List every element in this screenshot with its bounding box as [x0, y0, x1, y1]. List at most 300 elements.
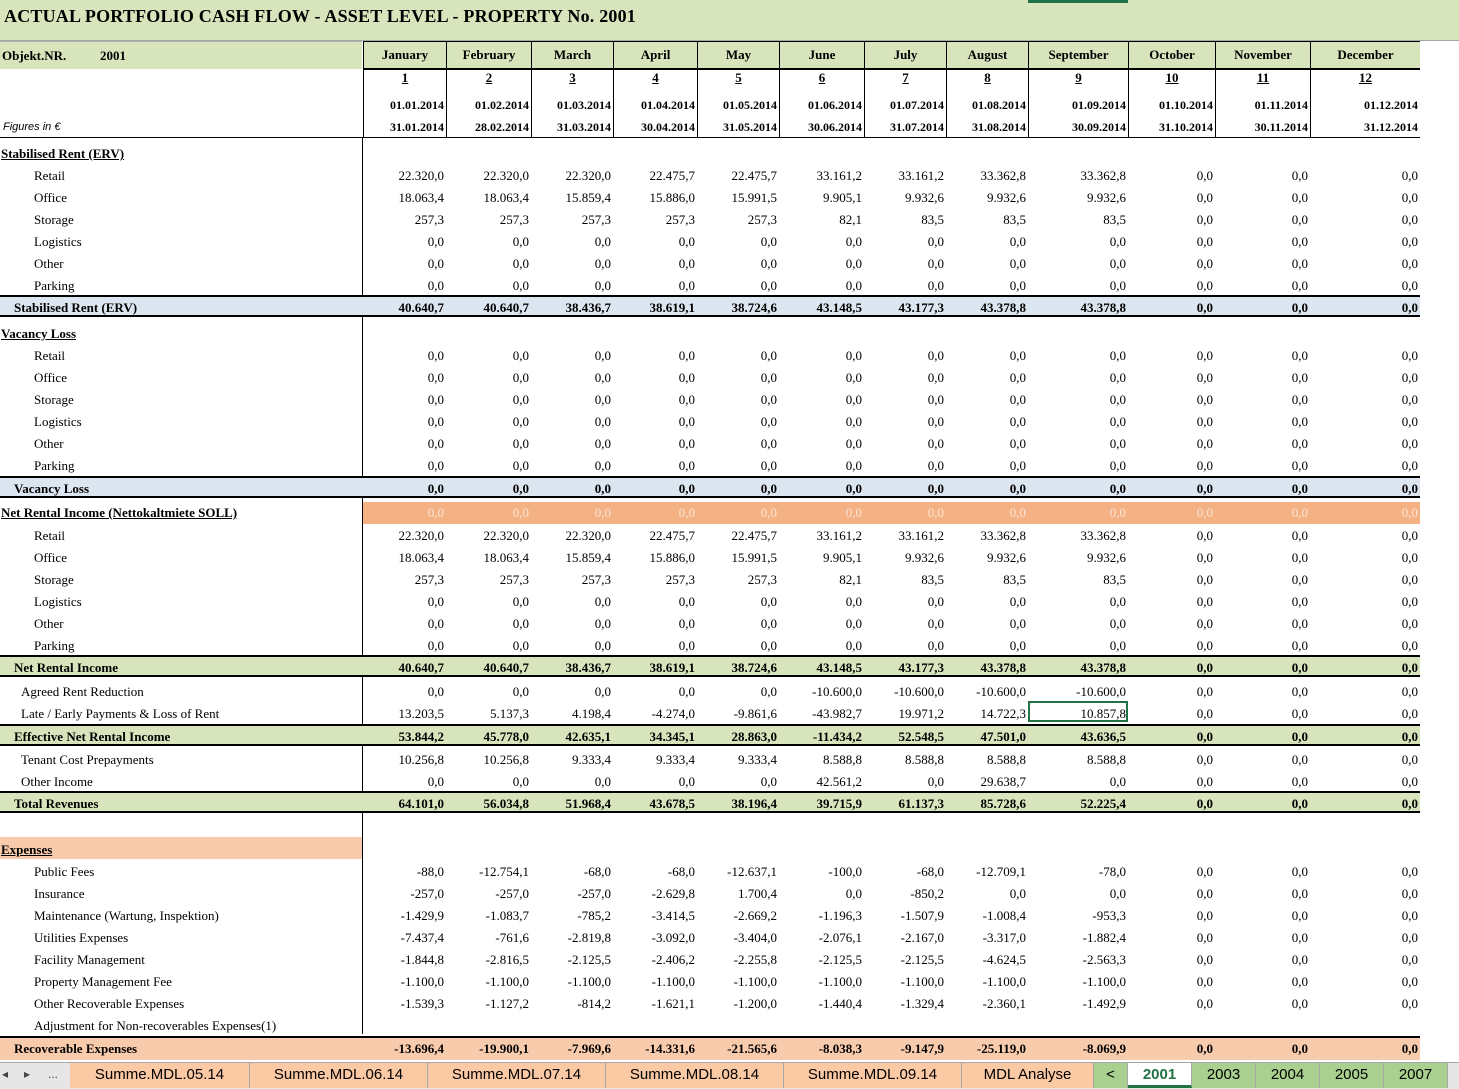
value-cell[interactable]: 0,0 — [760, 616, 777, 631]
value-cell[interactable]: 0,0 — [1291, 550, 1308, 565]
value-cell[interactable]: -2.167,0 — [900, 930, 944, 945]
value-cell[interactable]: 0,0 — [760, 278, 777, 293]
value-cell[interactable]: -850,2 — [910, 886, 944, 901]
value-cell[interactable]: 0,0 — [1401, 212, 1418, 227]
value-cell[interactable]: 56.034,8 — [483, 796, 529, 811]
value-cell[interactable]: 0,0 — [512, 348, 529, 363]
value-cell[interactable]: -88,0 — [416, 864, 444, 879]
value-cell[interactable]: 0,0 — [1196, 256, 1213, 271]
value-cell[interactable]: 0,0 — [1291, 300, 1308, 315]
value-cell[interactable]: -1.539,3 — [400, 996, 444, 1011]
value-cell[interactable]: 0,0 — [594, 594, 611, 609]
value-cell[interactable]: 0,0 — [1291, 774, 1308, 789]
value-cell[interactable]: 0,0 — [427, 481, 444, 496]
value-cell[interactable]: 0,0 — [512, 256, 529, 271]
value-cell[interactable]: 0,0 — [1009, 594, 1026, 609]
value-cell[interactable]: 0,0 — [1291, 660, 1308, 675]
value-cell[interactable]: 0,0 — [1196, 528, 1213, 543]
row-label[interactable]: Other Recoverable Expenses — [34, 996, 185, 1011]
row-label[interactable]: Total Revenues — [14, 796, 99, 811]
row-label[interactable]: Utilities Expenses — [34, 930, 129, 945]
row-label[interactable]: Storage — [34, 572, 74, 587]
value-cell[interactable]: -1.196,3 — [818, 908, 862, 923]
value-cell[interactable]: 0,0 — [1291, 864, 1308, 879]
value-cell[interactable]: 43.148,5 — [816, 300, 862, 315]
value-cell[interactable]: 0,0 — [1401, 278, 1418, 293]
value-cell[interactable]: -1.440,4 — [818, 996, 862, 1011]
value-cell[interactable]: 0,0 — [427, 256, 444, 271]
value-cell[interactable]: 0,0 — [427, 370, 444, 385]
value-cell[interactable]: 83,5 — [921, 572, 944, 587]
row-label[interactable]: Vacancy Loss — [14, 481, 90, 496]
value-cell[interactable]: 40.640,7 — [483, 660, 529, 675]
value-cell[interactable]: 0,0 — [427, 392, 444, 407]
value-cell[interactable]: 0,0 — [1196, 1041, 1213, 1056]
value-cell[interactable]: 0,0 — [1401, 974, 1418, 989]
value-cell[interactable]: 0,0 — [1401, 729, 1418, 744]
value-cell[interactable]: 22.475,7 — [649, 528, 695, 543]
row-label[interactable]: Parking — [34, 458, 75, 473]
value-cell[interactable]: 40.640,7 — [398, 660, 444, 675]
value-cell[interactable]: 38.436,7 — [565, 660, 611, 675]
row-label[interactable]: Maintenance (Wartung, Inspektion) — [34, 908, 219, 923]
value-cell[interactable]: 0,0 — [927, 481, 944, 496]
value-cell[interactable]: 9.932,6 — [905, 550, 944, 565]
value-cell[interactable]: 38.436,7 — [565, 300, 611, 315]
value-cell[interactable]: 257,3 — [581, 572, 611, 587]
row-label[interactable]: Net Rental Income (Nettokaltmiete SOLL) — [1, 505, 238, 520]
value-cell[interactable]: 39.715,9 — [816, 796, 862, 811]
value-cell[interactable]: -68,0 — [667, 864, 695, 879]
value-cell[interactable]: 83,5 — [1103, 212, 1126, 227]
value-cell[interactable]: -12.637,1 — [727, 864, 777, 879]
value-cell[interactable]: 0,0 — [1196, 952, 1213, 967]
value-cell[interactable]: 52.548,5 — [898, 729, 944, 744]
value-cell[interactable]: 0,0 — [760, 436, 777, 451]
value-cell[interactable]: 0,0 — [1196, 481, 1213, 496]
value-cell[interactable]: -10.600,0 — [812, 684, 862, 699]
value-cell[interactable]: 0,0 — [594, 348, 611, 363]
row-label[interactable]: Public Fees — [34, 864, 95, 879]
value-cell[interactable]: 257,3 — [665, 212, 695, 227]
value-cell[interactable]: 0,0 — [427, 414, 444, 429]
value-cell[interactable]: 0,0 — [1009, 616, 1026, 631]
value-cell[interactable]: -68,0 — [583, 864, 611, 879]
value-cell[interactable]: 0,0 — [1401, 414, 1418, 429]
value-cell[interactable]: 34.345,1 — [649, 729, 695, 744]
row-label[interactable]: Office — [34, 370, 67, 385]
value-cell[interactable]: 0,0 — [1196, 300, 1213, 315]
value-cell[interactable]: 0,0 — [1401, 752, 1418, 767]
tab-more-button[interactable]: ... — [48, 1067, 59, 1081]
value-cell[interactable]: 0,0 — [1401, 864, 1418, 879]
value-cell[interactable]: -78,0 — [1098, 864, 1126, 879]
value-cell[interactable]: 0,0 — [1196, 930, 1213, 945]
value-cell[interactable]: 0,0 — [1401, 952, 1418, 967]
value-cell[interactable]: 83,5 — [1003, 212, 1026, 227]
value-cell[interactable]: 40.640,7 — [483, 300, 529, 315]
value-cell[interactable]: -8.069,9 — [1082, 1041, 1126, 1056]
value-cell[interactable]: 5.137,3 — [490, 706, 529, 721]
row-label[interactable]: Other — [34, 616, 64, 631]
value-cell[interactable]: -1.100,0 — [733, 974, 777, 989]
value-cell[interactable]: 0,0 — [1291, 458, 1308, 473]
value-cell[interactable]: -2.125,5 — [900, 952, 944, 967]
value-cell[interactable]: 0,0 — [512, 616, 529, 631]
sheet-tab[interactable]: 2007 — [1384, 1063, 1448, 1088]
value-cell[interactable]: 0,0 — [512, 234, 529, 249]
value-cell[interactable]: 19.971,2 — [898, 706, 944, 721]
value-cell[interactable]: 0,0 — [512, 774, 529, 789]
value-cell[interactable]: -25.119,0 — [976, 1041, 1026, 1056]
value-cell[interactable]: -761,6 — [495, 930, 529, 945]
value-cell[interactable]: 0,0 — [594, 684, 611, 699]
value-cell[interactable]: 83,5 — [921, 212, 944, 227]
value-cell[interactable]: -3.092,0 — [651, 930, 695, 945]
value-cell[interactable]: 0,0 — [427, 684, 444, 699]
value-cell[interactable]: 0,0 — [1401, 572, 1418, 587]
value-cell[interactable]: 0,0 — [927, 594, 944, 609]
sheet-tab[interactable]: Summe.MDL.05.14 — [70, 1063, 250, 1088]
value-cell[interactable]: 29.638,7 — [980, 774, 1026, 789]
value-cell[interactable]: 15.859,4 — [565, 550, 611, 565]
value-cell[interactable]: 0,0 — [1109, 638, 1126, 653]
value-cell[interactable]: 0,0 — [594, 278, 611, 293]
value-cell[interactable]: -1.100,0 — [982, 974, 1026, 989]
value-cell[interactable]: 9.333,4 — [572, 752, 611, 767]
value-cell[interactable]: 22.475,7 — [649, 168, 695, 183]
value-cell[interactable]: 0,0 — [678, 414, 695, 429]
value-cell[interactable]: 257,3 — [499, 572, 529, 587]
sheet-tab[interactable]: Summe.MDL.07.14 — [428, 1063, 606, 1088]
value-cell[interactable]: 0,0 — [427, 638, 444, 653]
value-cell[interactable]: -1.100,0 — [1082, 974, 1126, 989]
row-label[interactable]: Storage — [34, 392, 74, 407]
value-cell[interactable]: -43.982,7 — [812, 706, 862, 721]
value-cell[interactable]: 0,0 — [594, 616, 611, 631]
value-cell[interactable]: 0,0 — [845, 414, 862, 429]
value-cell[interactable]: 38.724,6 — [731, 660, 777, 675]
value-cell[interactable]: -1.083,7 — [485, 908, 529, 923]
value-cell[interactable]: 257,3 — [414, 572, 444, 587]
value-cell[interactable]: -2.125,5 — [567, 952, 611, 967]
value-cell[interactable]: 0,0 — [1291, 572, 1308, 587]
value-cell[interactable]: 42.561,2 — [816, 774, 862, 789]
value-cell[interactable]: 0,0 — [760, 505, 777, 520]
value-cell[interactable]: 0,0 — [760, 348, 777, 363]
value-cell[interactable]: 0,0 — [1401, 370, 1418, 385]
value-cell[interactable]: -1.100,0 — [651, 974, 695, 989]
value-cell[interactable]: 0,0 — [1109, 256, 1126, 271]
value-cell[interactable]: 0,0 — [1009, 436, 1026, 451]
value-cell[interactable]: 0,0 — [1291, 796, 1308, 811]
value-cell[interactable]: 0,0 — [594, 505, 611, 520]
value-cell[interactable]: 0,0 — [1291, 908, 1308, 923]
value-cell[interactable]: 38.619,1 — [649, 300, 695, 315]
value-cell[interactable]: -1.100,0 — [400, 974, 444, 989]
value-cell[interactable]: 43.678,5 — [649, 796, 695, 811]
value-cell[interactable]: 33.161,2 — [898, 528, 944, 543]
value-cell[interactable]: 0,0 — [1196, 550, 1213, 565]
value-cell[interactable]: 0,0 — [1196, 572, 1213, 587]
value-cell[interactable]: 0,0 — [845, 481, 862, 496]
value-cell[interactable]: 0,0 — [927, 234, 944, 249]
value-cell[interactable]: 0,0 — [427, 458, 444, 473]
value-cell[interactable]: 0,0 — [1291, 234, 1308, 249]
value-cell[interactable]: 0,0 — [1109, 616, 1126, 631]
value-cell[interactable]: 0,0 — [1401, 190, 1418, 205]
value-cell[interactable]: 0,0 — [1291, 594, 1308, 609]
value-cell[interactable]: -68,0 — [916, 864, 944, 879]
value-cell[interactable]: -814,2 — [577, 996, 611, 1011]
row-label[interactable]: Agreed Rent Reduction — [21, 684, 144, 699]
value-cell[interactable]: 0,0 — [594, 414, 611, 429]
row-label[interactable]: Insurance — [34, 886, 85, 901]
value-cell[interactable]: 10.857,8 — [1080, 706, 1126, 721]
value-cell[interactable]: 0,0 — [594, 774, 611, 789]
value-cell[interactable]: -10.600,0 — [976, 684, 1026, 699]
value-cell[interactable]: -4.624,5 — [982, 952, 1026, 967]
value-cell[interactable]: -1.127,2 — [485, 996, 529, 1011]
value-cell[interactable]: -14.331,6 — [645, 1041, 695, 1056]
value-cell[interactable]: 0,0 — [1401, 234, 1418, 249]
value-cell[interactable]: 0,0 — [1196, 886, 1213, 901]
value-cell[interactable]: 0,0 — [1291, 190, 1308, 205]
value-cell[interactable]: -1.100,0 — [900, 974, 944, 989]
value-cell[interactable]: 0,0 — [1196, 729, 1213, 744]
value-cell[interactable]: 22.320,0 — [565, 168, 611, 183]
value-cell[interactable]: -2.629,8 — [651, 886, 695, 901]
value-cell[interactable]: 33.161,2 — [898, 168, 944, 183]
value-cell[interactable]: -2.406,2 — [651, 952, 695, 967]
value-cell[interactable]: -3.317,0 — [982, 930, 1026, 945]
value-cell[interactable]: 0,0 — [1401, 684, 1418, 699]
value-cell[interactable]: 0,0 — [1401, 1041, 1418, 1056]
value-cell[interactable]: 0,0 — [1109, 436, 1126, 451]
value-cell[interactable]: 40.640,7 — [398, 300, 444, 315]
value-cell[interactable]: -1.492,9 — [1082, 996, 1126, 1011]
value-cell[interactable]: 43.148,5 — [816, 660, 862, 675]
value-cell[interactable]: 9.333,4 — [738, 752, 777, 767]
value-cell[interactable]: 0,0 — [427, 348, 444, 363]
value-cell[interactable]: 0,0 — [1401, 996, 1418, 1011]
value-cell[interactable]: -1.621,1 — [651, 996, 695, 1011]
value-cell[interactable]: 0,0 — [678, 436, 695, 451]
value-cell[interactable]: 0,0 — [1401, 168, 1418, 183]
value-cell[interactable]: 53.844,2 — [398, 729, 444, 744]
value-cell[interactable]: 257,3 — [747, 572, 777, 587]
value-cell[interactable]: 0,0 — [1109, 458, 1126, 473]
value-cell[interactable]: 0,0 — [760, 370, 777, 385]
value-cell[interactable]: 9.932,6 — [987, 190, 1026, 205]
value-cell[interactable]: 0,0 — [1009, 458, 1026, 473]
value-cell[interactable]: 0,0 — [1009, 505, 1026, 520]
value-cell[interactable]: 52.225,4 — [1080, 796, 1126, 811]
value-cell[interactable]: 0,0 — [927, 278, 944, 293]
value-cell[interactable]: 0,0 — [760, 638, 777, 653]
value-cell[interactable]: -2.255,8 — [733, 952, 777, 967]
value-cell[interactable]: 0,0 — [512, 505, 529, 520]
value-cell[interactable]: 0,0 — [427, 436, 444, 451]
value-cell[interactable]: 43.636,5 — [1080, 729, 1126, 744]
value-cell[interactable]: 22.320,0 — [483, 168, 529, 183]
value-cell[interactable]: 33.362,8 — [980, 168, 1026, 183]
value-cell[interactable]: 0,0 — [927, 458, 944, 473]
value-cell[interactable]: 82,1 — [839, 212, 862, 227]
value-cell[interactable]: -12.754,1 — [479, 864, 529, 879]
value-cell[interactable]: 0,0 — [678, 594, 695, 609]
value-cell[interactable]: 9.932,6 — [987, 550, 1026, 565]
value-cell[interactable]: 257,3 — [747, 212, 777, 227]
value-cell[interactable]: 47.501,0 — [980, 729, 1026, 744]
value-cell[interactable]: -257,0 — [495, 886, 529, 901]
value-cell[interactable]: 0,0 — [1109, 278, 1126, 293]
value-cell[interactable]: 8.588,8 — [987, 752, 1026, 767]
value-cell[interactable]: -1.008,4 — [982, 908, 1026, 923]
tab-scroll-left-button[interactable]: ◂ — [2, 1067, 9, 1081]
value-cell[interactable]: -3.404,0 — [733, 930, 777, 945]
value-cell[interactable]: 38.619,1 — [649, 660, 695, 675]
sheet-tab[interactable]: < — [1094, 1063, 1128, 1088]
value-cell[interactable]: -1.429,9 — [400, 908, 444, 923]
value-cell[interactable]: 0,0 — [845, 278, 862, 293]
value-cell[interactable]: 43.177,3 — [898, 660, 944, 675]
value-cell[interactable]: 4.198,4 — [572, 706, 611, 721]
value-cell[interactable]: 0,0 — [1009, 392, 1026, 407]
value-cell[interactable]: 0,0 — [1291, 436, 1308, 451]
row-label[interactable]: Other — [34, 256, 64, 271]
value-cell[interactable]: -10.600,0 — [894, 684, 944, 699]
value-cell[interactable]: 0,0 — [1009, 234, 1026, 249]
value-cell[interactable]: 22.320,0 — [398, 168, 444, 183]
value-cell[interactable]: 0,0 — [1401, 392, 1418, 407]
row-label[interactable]: Net Rental Income — [14, 660, 118, 675]
value-cell[interactable]: 0,0 — [1196, 370, 1213, 385]
value-cell[interactable]: 0,0 — [1291, 886, 1308, 901]
value-cell[interactable]: 0,0 — [512, 278, 529, 293]
value-cell[interactable]: 0,0 — [594, 458, 611, 473]
value-cell[interactable]: 0,0 — [1009, 278, 1026, 293]
value-cell[interactable]: 257,3 — [581, 212, 611, 227]
value-cell[interactable]: 0,0 — [678, 481, 695, 496]
value-cell[interactable]: -1.507,9 — [900, 908, 944, 923]
value-cell[interactable]: 83,5 — [1003, 572, 1026, 587]
value-cell[interactable]: -2.360,1 — [982, 996, 1026, 1011]
value-cell[interactable]: 10.256,8 — [483, 752, 529, 767]
value-cell[interactable]: -2.816,5 — [485, 952, 529, 967]
value-cell[interactable]: 0,0 — [427, 234, 444, 249]
value-cell[interactable]: 0,0 — [678, 392, 695, 407]
value-cell[interactable]: 0,0 — [1196, 974, 1213, 989]
value-cell[interactable]: 0,0 — [512, 458, 529, 473]
row-label[interactable]: Expenses — [1, 842, 53, 857]
value-cell[interactable]: 0,0 — [1196, 616, 1213, 631]
row-label[interactable]: Property Management Fee — [34, 974, 172, 989]
value-cell[interactable]: 0,0 — [678, 684, 695, 699]
value-cell[interactable]: 0,0 — [594, 481, 611, 496]
value-cell[interactable]: 0,0 — [1291, 1041, 1308, 1056]
row-label[interactable]: Retail — [34, 168, 66, 183]
value-cell[interactable]: 0,0 — [1401, 594, 1418, 609]
value-cell[interactable]: 0,0 — [1109, 414, 1126, 429]
value-cell[interactable]: 0,0 — [1109, 886, 1126, 901]
value-cell[interactable]: -1.200,0 — [733, 996, 777, 1011]
value-cell[interactable]: 0,0 — [1291, 729, 1308, 744]
value-cell[interactable]: 0,0 — [760, 414, 777, 429]
value-cell[interactable]: 8.588,8 — [905, 752, 944, 767]
value-cell[interactable]: 0,0 — [594, 638, 611, 653]
sheet-tab[interactable]: Summe.MDL.08.14 — [606, 1063, 784, 1088]
value-cell[interactable]: 0,0 — [1009, 348, 1026, 363]
value-cell[interactable]: 0,0 — [1196, 414, 1213, 429]
value-cell[interactable]: 0,0 — [845, 348, 862, 363]
value-cell[interactable]: -10.600,0 — [1076, 684, 1126, 699]
value-cell[interactable]: 0,0 — [1196, 996, 1213, 1011]
value-cell[interactable]: 28.863,0 — [731, 729, 777, 744]
value-cell[interactable]: 0,0 — [845, 886, 862, 901]
value-cell[interactable]: -21.565,6 — [727, 1041, 777, 1056]
value-cell[interactable]: -1.100,0 — [818, 974, 862, 989]
value-cell[interactable]: 0,0 — [1291, 256, 1308, 271]
value-cell[interactable]: 0,0 — [845, 505, 862, 520]
tab-scroll-right-button[interactable]: ▸ — [24, 1067, 31, 1081]
value-cell[interactable]: 0,0 — [1196, 505, 1213, 520]
value-cell[interactable]: 0,0 — [927, 616, 944, 631]
value-cell[interactable]: 22.320,0 — [565, 528, 611, 543]
value-cell[interactable]: 0,0 — [427, 278, 444, 293]
value-cell[interactable]: 0,0 — [1196, 392, 1213, 407]
value-cell[interactable]: 9.333,4 — [656, 752, 695, 767]
value-cell[interactable]: 0,0 — [1196, 706, 1213, 721]
value-cell[interactable]: 0,0 — [512, 414, 529, 429]
value-cell[interactable]: 45.778,0 — [483, 729, 529, 744]
value-cell[interactable]: -1.844,8 — [400, 952, 444, 967]
value-cell[interactable]: 0,0 — [1401, 436, 1418, 451]
value-cell[interactable]: 0,0 — [1109, 234, 1126, 249]
value-cell[interactable]: 0,0 — [1196, 212, 1213, 227]
value-cell[interactable]: 0,0 — [1401, 886, 1418, 901]
value-cell[interactable]: 0,0 — [1401, 458, 1418, 473]
value-cell[interactable]: 0,0 — [678, 234, 695, 249]
value-cell[interactable]: 0,0 — [1291, 528, 1308, 543]
value-cell[interactable]: 0,0 — [1196, 458, 1213, 473]
value-cell[interactable]: -1.100,0 — [485, 974, 529, 989]
row-label[interactable]: Office — [34, 550, 67, 565]
value-cell[interactable]: 33.362,8 — [1080, 168, 1126, 183]
value-cell[interactable]: -7.969,6 — [567, 1041, 611, 1056]
value-cell[interactable]: 0,0 — [678, 370, 695, 385]
sheet-tab[interactable]: 2001 — [1128, 1063, 1192, 1088]
value-cell[interactable]: 1.700,4 — [738, 886, 777, 901]
row-label[interactable]: Other Income — [21, 774, 93, 789]
value-cell[interactable]: 33.161,2 — [816, 528, 862, 543]
value-cell[interactable]: 0,0 — [1401, 930, 1418, 945]
row-label[interactable]: Vacancy Loss — [1, 326, 77, 341]
value-cell[interactable]: 0,0 — [760, 256, 777, 271]
value-cell[interactable]: 0,0 — [1291, 370, 1308, 385]
value-cell[interactable]: 0,0 — [512, 684, 529, 699]
value-cell[interactable]: -2.125,5 — [818, 952, 862, 967]
value-cell[interactable]: 0,0 — [1196, 594, 1213, 609]
value-cell[interactable]: 0,0 — [1401, 796, 1418, 811]
value-cell[interactable]: 0,0 — [1109, 348, 1126, 363]
value-cell[interactable]: 0,0 — [1291, 348, 1308, 363]
value-cell[interactable]: 43.378,8 — [980, 300, 1026, 315]
value-cell[interactable]: 0,0 — [1291, 930, 1308, 945]
value-cell[interactable]: 0,0 — [1291, 706, 1308, 721]
value-cell[interactable]: 0,0 — [1401, 616, 1418, 631]
row-label[interactable]: Tenant Cost Prepayments — [21, 752, 154, 767]
